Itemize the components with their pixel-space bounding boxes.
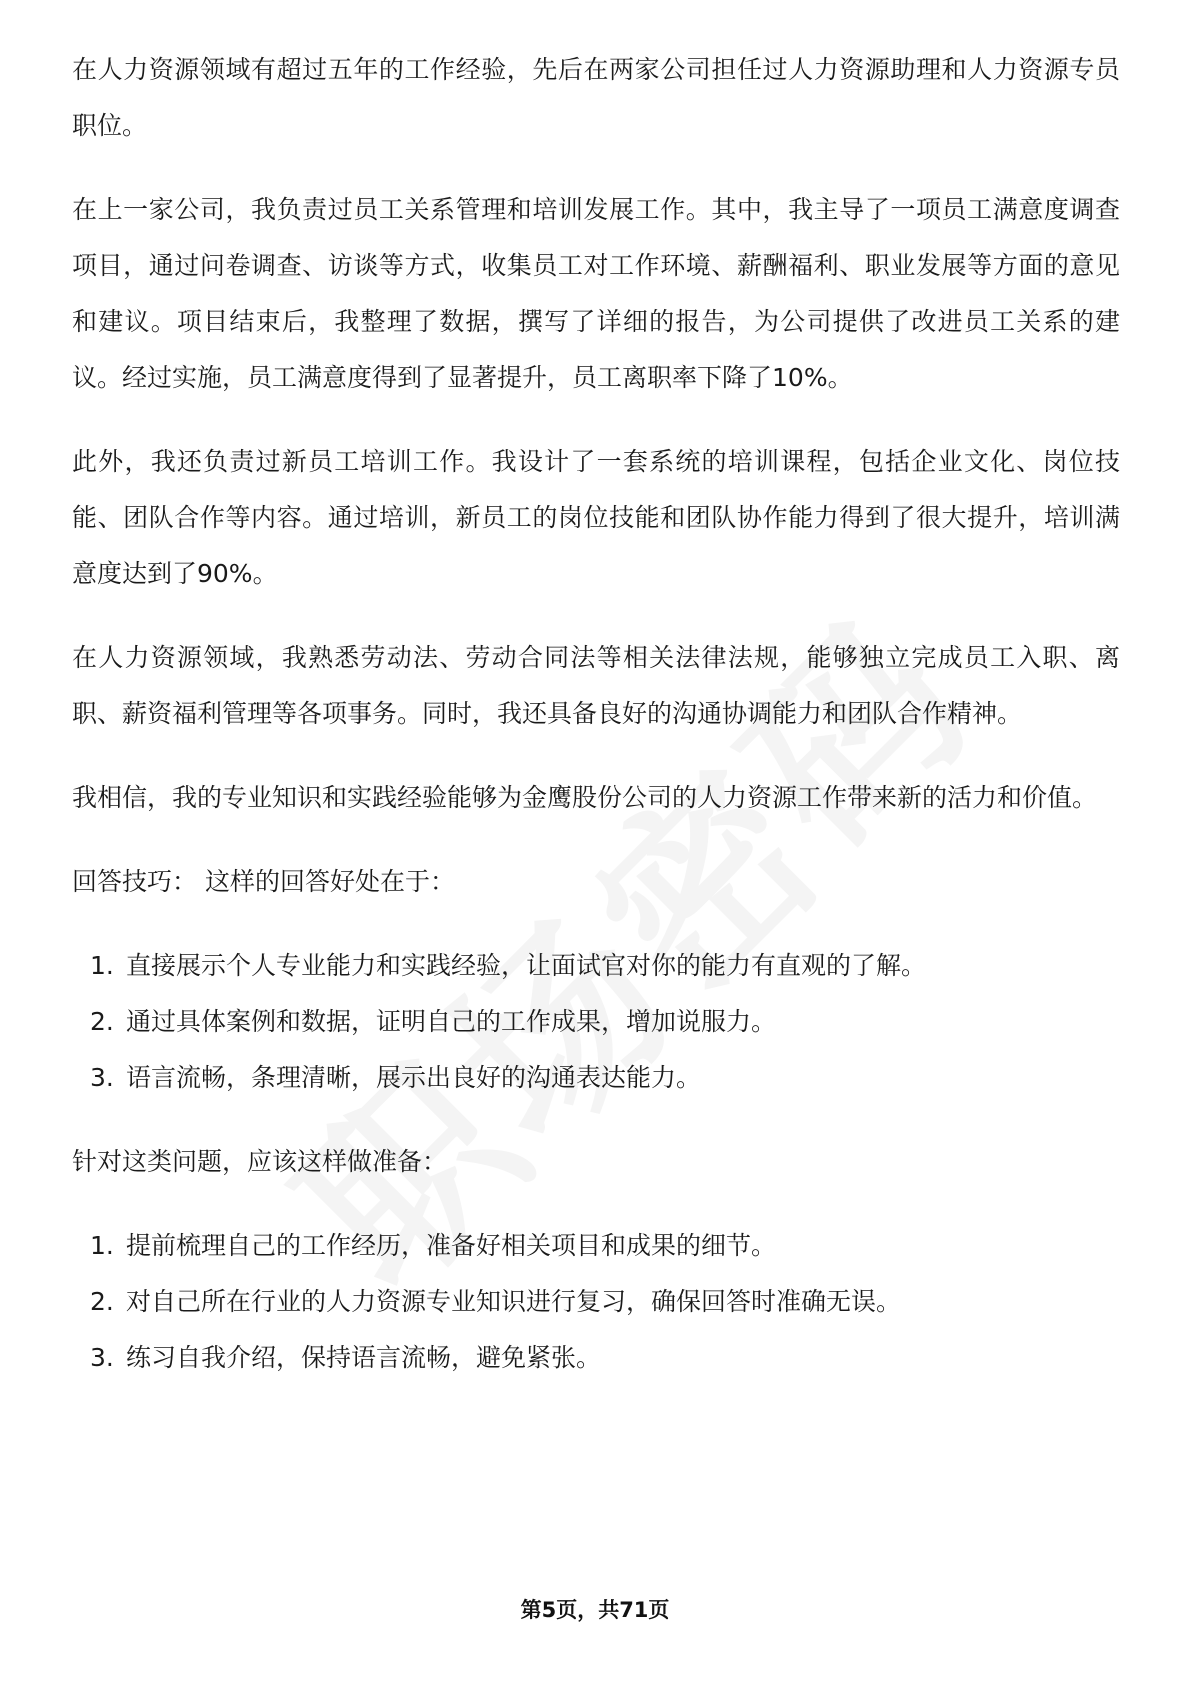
- list-item-number: 1.: [90, 1231, 114, 1260]
- list-item-text: 提前梳理自己的工作经历，准备好相关项目和成果的细节。: [126, 1231, 777, 1260]
- page-footer: 第5页，共71页: [520, 1598, 670, 1622]
- tips-heading: 回答技巧： 这样的回答好处在于：: [72, 867, 455, 896]
- list-item: [90, 938, 1120, 994]
- prep-heading: 针对这类问题，应该这样做准备：: [72, 1147, 448, 1176]
- list-item-number: 2.: [90, 1287, 114, 1316]
- list-item-text: 通过具体案例和数据，证明自己的工作成果，增加说服力。: [126, 1007, 777, 1036]
- list-item: [90, 1330, 1120, 1386]
- list-item: [90, 1274, 1120, 1330]
- list-item-text: 练习自我介绍，保持语言流畅，避免紧张。: [126, 1343, 602, 1372]
- tips-list: [72, 938, 1120, 1106]
- paragraph-closing: 我相信，我的专业知识和实践经验能够为金鹰股份公司的人力资源工作带来新的活力和价值。: [72, 783, 1098, 812]
- paragraph-training: 此外，我还负责过新员工培训工作。我设计了一套系统的培训课程，包括企业文化、岗位技能、团队合作等内容。通过培训，新员工的岗位技能和团队协作能力得到了很大提升，培训满意度达到了90%。: [72, 447, 1120, 588]
- document-body: [72, 42, 1120, 1414]
- list-item-text: 对自己所在行业的人力资源专业知识进行复习，确保回答时准确无误。: [126, 1287, 902, 1316]
- prep-list: [72, 1218, 1120, 1386]
- list-item: [90, 994, 1120, 1050]
- paragraph-legal-knowledge: 在人力资源领域，我熟悉劳动法、劳动合同法等相关法律法规，能够独立完成员工入职、离职、薪资福利管理等各项事务。同时，我还具备良好的沟通协调能力和团队合作精神。: [72, 643, 1120, 728]
- paragraph-employee-relations: 在上一家公司，我负责过员工关系管理和培训发展工作。其中，我主导了一项员工满意度调查项目，通过问卷调查、访谈等方式，收集员工对工作环境、薪酬福利、职业发展等方面的意见和建议。项目结束后，我整理了数据，撰写了详细的报告，为公司提供了改进员工关系的建议。经过实施，员工满意度得到了显著提升，员工离职率下降了10%。: [72, 195, 1120, 392]
- list-item-text: 语言流畅，条理清晰，展示出良好的沟通表达能力。: [126, 1063, 702, 1092]
- list-item-text: 直接展示个人专业能力和实践经验，让面试官对你的能力有直观的了解。: [126, 951, 927, 980]
- list-item-number: 3.: [90, 1343, 114, 1372]
- list-item-number: 3.: [90, 1063, 114, 1092]
- list-item: [90, 1050, 1120, 1106]
- list-item: [90, 1218, 1120, 1274]
- paragraph-experience: 在人力资源领域有超过五年的工作经验，先后在两家公司担任过人力资源助理和人力资源专员职位。: [72, 55, 1120, 140]
- list-item-number: 1.: [90, 951, 114, 980]
- list-item-number: 2.: [90, 1007, 114, 1036]
